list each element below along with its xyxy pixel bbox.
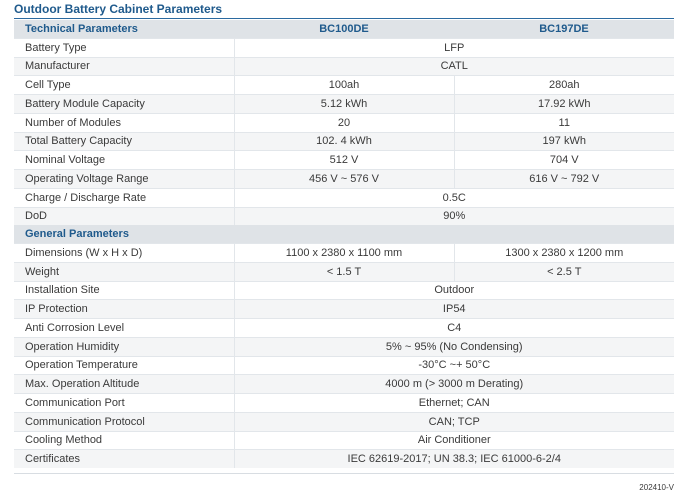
- row-value-shared: IP54: [234, 300, 674, 319]
- row-label: Operating Voltage Range: [14, 170, 234, 189]
- row-value-model2: 197 kWh: [454, 132, 674, 151]
- row-value-model2: 280ah: [454, 76, 674, 95]
- row-value-shared: C4: [234, 319, 674, 338]
- row-label: Battery Type: [14, 38, 234, 57]
- column-header-model2: BC197DE: [454, 20, 674, 38]
- row-label: IP Protection: [14, 300, 234, 319]
- row-value-model1: < 1.5 T: [234, 262, 454, 281]
- table-row: [14, 412, 674, 431]
- section-heading-general: General Parameters: [14, 225, 674, 243]
- table-row: [14, 207, 674, 225]
- table-row: [14, 113, 674, 132]
- table-row: [14, 95, 674, 114]
- row-value-model1: 5.12 kWh: [234, 95, 454, 114]
- row-value-shared: 4000 m (> 3000 m Derating): [234, 375, 674, 394]
- document-code: 202410-V: [639, 483, 674, 492]
- table-row: [14, 262, 674, 281]
- row-value-model2: 616 V ~ 792 V: [454, 170, 674, 189]
- table-row: [14, 151, 674, 170]
- row-label: Manufacturer: [14, 57, 234, 76]
- column-header-model1: BC100DE: [234, 20, 454, 38]
- row-label: Dimensions (W x H x D): [14, 244, 234, 263]
- row-label: Max. Operation Altitude: [14, 375, 234, 394]
- table-row: [14, 57, 674, 76]
- parameters-table: [14, 20, 674, 468]
- table-header-row: [14, 20, 674, 38]
- row-value-shared: 5% ~ 95% (No Condensing): [234, 337, 674, 356]
- row-label: DoD: [14, 207, 234, 225]
- row-label: Number of Modules: [14, 113, 234, 132]
- table-row: [14, 38, 674, 57]
- row-value-model1: 456 V ~ 576 V: [234, 170, 454, 189]
- row-value-model2: < 2.5 T: [454, 262, 674, 281]
- row-label: Communication Protocol: [14, 412, 234, 431]
- row-value-model1: 1100 x 2380 x 1100 mm: [234, 244, 454, 263]
- table-row: [14, 281, 674, 300]
- table-row: [14, 170, 674, 189]
- row-value-model1: 20: [234, 113, 454, 132]
- row-value-model1: 100ah: [234, 76, 454, 95]
- row-label: Anti Corrosion Level: [14, 319, 234, 338]
- row-label: Battery Module Capacity: [14, 95, 234, 114]
- table-row: [14, 244, 674, 263]
- table-row: [14, 450, 674, 468]
- table-row: [14, 300, 674, 319]
- row-label: Weight: [14, 262, 234, 281]
- table-row: [14, 132, 674, 151]
- row-value-model2: 1300 x 2380 x 1200 mm: [454, 244, 674, 263]
- row-value-model2: 11: [454, 113, 674, 132]
- row-label: Cooling Method: [14, 431, 234, 450]
- row-label: Communication Port: [14, 394, 234, 413]
- table-bottom-divider: [14, 473, 674, 474]
- row-value-shared: -30°C ~+ 50°C: [234, 356, 674, 375]
- row-label: Operation Humidity: [14, 337, 234, 356]
- table-row: [14, 76, 674, 95]
- row-value-shared: Ethernet; CAN: [234, 394, 674, 413]
- row-label: Installation Site: [14, 281, 234, 300]
- table-row: [14, 375, 674, 394]
- row-value-shared: 90%: [234, 207, 674, 225]
- row-value-shared: CAN; TCP: [234, 412, 674, 431]
- table-row: [14, 188, 674, 207]
- row-value-shared: IEC 62619-2017; UN 38.3; IEC 61000-6-2/4: [234, 450, 674, 468]
- row-value-shared: 0.5C: [234, 188, 674, 207]
- table-row: [14, 319, 674, 338]
- row-value-shared: Air Conditioner: [234, 431, 674, 450]
- row-value-shared: Outdoor: [234, 281, 674, 300]
- section-heading-technical: Technical Parameters: [14, 20, 234, 38]
- row-value-model1: 102. 4 kWh: [234, 132, 454, 151]
- row-label: Nominal Voltage: [14, 151, 234, 170]
- row-value-shared: CATL: [234, 57, 674, 76]
- row-label: Certificates: [14, 450, 234, 468]
- table-row: [14, 356, 674, 375]
- table-row: [14, 394, 674, 413]
- row-value-model2: 17.92 kWh: [454, 95, 674, 114]
- table-row: [14, 337, 674, 356]
- section-row-general: [14, 225, 674, 243]
- title-divider: [14, 18, 674, 19]
- row-label: Charge / Discharge Rate: [14, 188, 234, 207]
- row-label: Operation Temperature: [14, 356, 234, 375]
- table-row: [14, 431, 674, 450]
- page-title: Outdoor Battery Cabinet Parameters: [14, 2, 223, 16]
- row-value-model2: 704 V: [454, 151, 674, 170]
- row-label: Cell Type: [14, 76, 234, 95]
- row-value-model1: 512 V: [234, 151, 454, 170]
- row-label: Total Battery Capacity: [14, 132, 234, 151]
- row-value-shared: LFP: [234, 38, 674, 57]
